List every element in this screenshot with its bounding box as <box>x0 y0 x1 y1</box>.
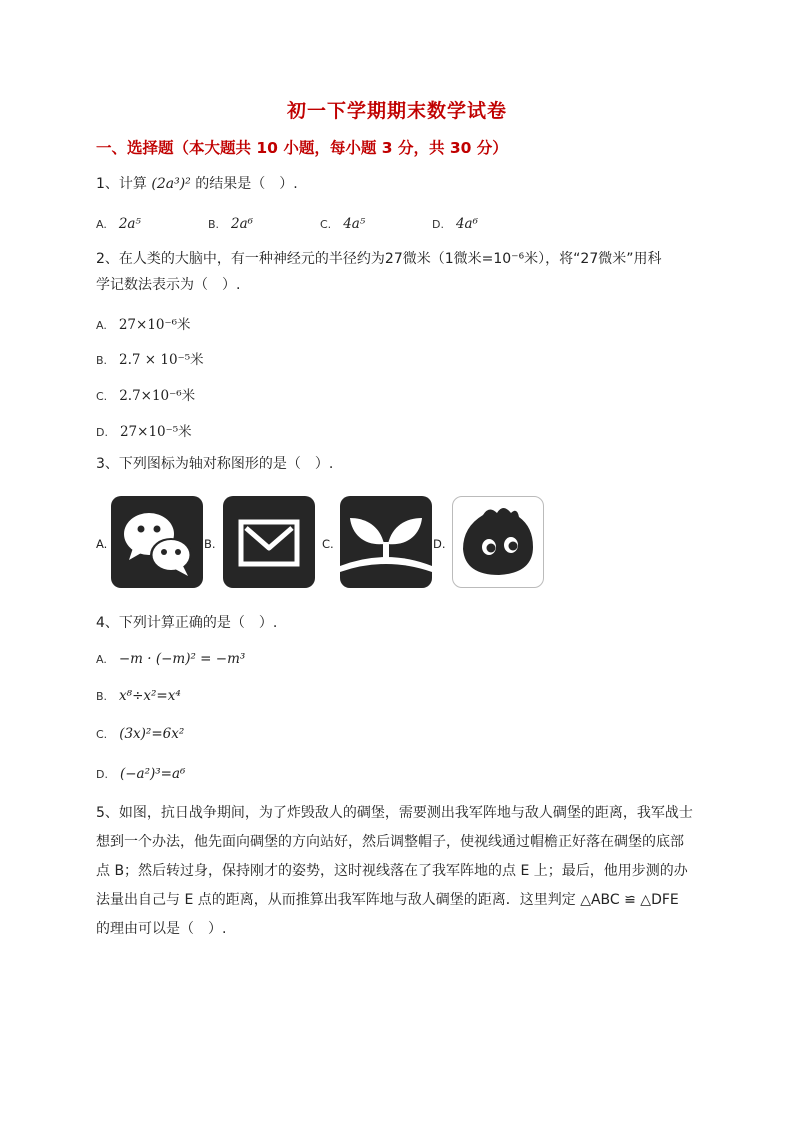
creature-icon[interactable] <box>452 496 544 588</box>
option-value: 2.7×10⁻⁶米 <box>119 388 196 404</box>
question-4: 4、下列计算正确的是（ ）. <box>96 615 278 631</box>
q2-option-a[interactable] <box>96 313 191 333</box>
option-value: 2a⁶ <box>231 216 254 232</box>
q1-option-a[interactable] <box>96 216 141 232</box>
option-letter: C. <box>96 728 108 741</box>
option-value: 2a⁵ <box>118 216 141 232</box>
q1-option-c[interactable] <box>320 216 365 232</box>
q2-option-b[interactable] <box>96 348 204 368</box>
option-letter: D. <box>96 426 108 439</box>
option-value: 27×10⁻⁵米 <box>119 424 192 440</box>
q2-option-d[interactable] <box>96 420 192 440</box>
option-letter: C. <box>320 218 332 231</box>
q4-option-b[interactable] <box>96 688 181 704</box>
page-title: 初一下学期期末数学试卷 <box>286 100 507 122</box>
option-value: 2.7 × 10⁻⁵米 <box>119 352 204 368</box>
q1-option-b[interactable] <box>208 216 253 232</box>
question-5-line: 的理由可以是（ ）. <box>96 921 227 937</box>
option-letter: B. <box>96 690 108 703</box>
question-5-line: 法量出自己与 E 点的距离，从而推算出我军阵地与敌人碉堡的距离．这里判定 △ABC ≌ △DFE <box>96 892 679 908</box>
question-1-prefix: 1、计算 <box>96 176 147 192</box>
question-1-suffix: 的结果是（ ）. <box>195 176 298 192</box>
option-letter: A. <box>96 653 107 666</box>
q3-option-c-label[interactable]: C. <box>322 537 334 551</box>
mail-icon[interactable] <box>223 496 315 588</box>
option-letter: A. <box>96 319 107 332</box>
question-1 <box>96 171 298 197</box>
question-5-line: 想到一个办法，他先面向碉堡的方向站好，然后调整帽子，使视线通过帽檐正好落在碉堡的底部 <box>96 834 684 850</box>
q3-option-b-label[interactable]: B. <box>204 537 216 551</box>
wechat-icon[interactable] <box>111 496 203 588</box>
q3-option-d-label[interactable]: D. <box>433 537 446 551</box>
sprout-icon[interactable] <box>340 496 432 588</box>
option-letter: C. <box>96 390 108 403</box>
question-3: 3、下列图标为轴对称图形的是（ ）. <box>96 456 334 472</box>
option-value: −m · (−m)² = −m³ <box>118 651 246 667</box>
option-value: 27×10⁻⁶米 <box>118 317 191 333</box>
q3-option-a-label[interactable]: A. <box>96 537 108 551</box>
option-value: (−a²)³=a⁶ <box>119 766 186 782</box>
question-5-line: 点 B；然后转过身，保持刚才的姿势，这时视线落在了我军阵地的点 E 上；最后，他用步测的办 <box>96 863 688 879</box>
option-letter: D. <box>96 768 108 781</box>
option-value: x⁸÷x²=x⁴ <box>119 688 181 704</box>
option-value: 4a⁵ <box>343 216 366 232</box>
question-2-line-1: 2、在人类的大脑中，有一种神经元的半径约为27微米（1微米=10⁻⁶米），将“27微米”用科 <box>96 251 662 267</box>
option-value: (3x)²=6x² <box>119 726 185 742</box>
question-1-expression: (2a³)² <box>151 176 191 192</box>
option-letter: B. <box>96 354 108 367</box>
option-letter: D. <box>432 218 444 231</box>
q4-option-a[interactable] <box>96 651 245 667</box>
q4-option-d[interactable] <box>96 766 185 782</box>
option-letter: A. <box>96 218 107 231</box>
section-heading: 一、选择题（本大题共 10 小题，每小题 3 分，共 30 分） <box>96 139 508 157</box>
question-5-line: 5、如图，抗日战争期间，为了炸毁敌人的碉堡，需要测出我军阵地与敌人碉堡的距离，我军战士 <box>96 805 693 821</box>
q2-option-c[interactable] <box>96 384 195 404</box>
q1-option-d[interactable] <box>432 216 478 232</box>
q4-option-c[interactable] <box>96 726 184 742</box>
option-value: 4a⁶ <box>455 216 479 232</box>
option-letter: B. <box>208 218 220 231</box>
question-2-line-2: 学记数法表示为（ ）. <box>96 277 241 293</box>
question-5 <box>96 799 700 944</box>
